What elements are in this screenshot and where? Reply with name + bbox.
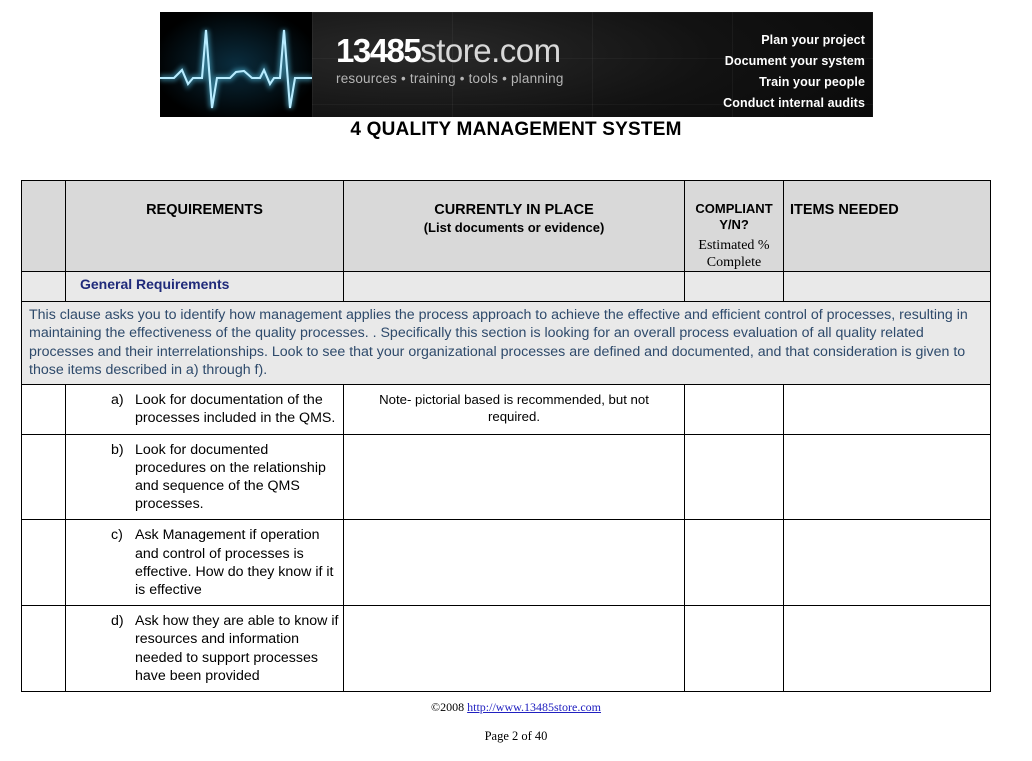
header-compliant-yn: Y/N?: [719, 217, 749, 232]
row-c-compliant-cell[interactable]: [685, 520, 784, 606]
row-c-requirement-cell: [66, 520, 344, 606]
row-d-letter: d): [111, 613, 124, 630]
footer-copyright-text: ©2008: [431, 700, 468, 714]
table-row: [22, 385, 991, 434]
page-footer: [0, 700, 1032, 744]
row-d-items-needed-cell[interactable]: [784, 606, 991, 692]
section-cell-items-needed[interactable]: [784, 272, 991, 302]
row-b-note-text: [344, 435, 684, 441]
tagline-conduct-internal-audits: Conduct internal audits: [723, 96, 865, 110]
row-c-items-needed-cell[interactable]: [784, 520, 991, 606]
row-c-note-text: [344, 520, 684, 526]
header-cell-requirements: REQUIREMENTS: [66, 181, 344, 272]
section-cell-label: [66, 272, 344, 302]
row-d-items-needed-value: [784, 606, 990, 612]
row-b-requirement-cell: [66, 434, 344, 520]
row-c-requirement-text: Ask Management if operation and control of processes is effective. How do they know if it is effective: [135, 527, 334, 599]
header-estimated-percent: Estimated %: [698, 238, 770, 253]
row-d-blank-cell: [22, 606, 66, 692]
row-b-items-needed-cell[interactable]: [784, 434, 991, 520]
header-cell-compliant: [685, 181, 784, 272]
row-a-requirement-cell: [66, 385, 344, 434]
header-currently-in-place-title: CURRENTLY IN PLACE: [434, 202, 594, 218]
row-b-items-needed-value: [784, 435, 990, 441]
site-banner: [160, 12, 873, 117]
brand-tagline: resources • training • tools • planning: [336, 71, 564, 86]
section-cell-currently-in-place[interactable]: [344, 272, 685, 302]
table-header-row: [22, 181, 991, 272]
audit-checklist-table: [21, 180, 991, 692]
row-a-compliant-value: [685, 385, 783, 391]
row-a-compliant-cell[interactable]: [685, 385, 784, 434]
table-row: [22, 520, 991, 606]
row-d-note-text: [344, 606, 684, 612]
row-a-currently-in-place-cell[interactable]: [344, 385, 685, 434]
banner-tagline-list: [575, 30, 865, 114]
row-b-currently-in-place-cell[interactable]: [344, 434, 685, 520]
row-d-compliant-cell[interactable]: [685, 606, 784, 692]
table-row: [22, 606, 991, 692]
ecg-heartbeat-icon: [160, 12, 312, 117]
header-currently-in-place-subtitle: (List documents or evidence): [423, 220, 605, 235]
table-row: [22, 434, 991, 520]
header-cell-blank: [22, 181, 66, 272]
row-a-note-text: Note- pictorial based is recommended, but not required.: [379, 392, 649, 425]
tagline-train-your-people: Train your people: [759, 75, 865, 89]
footer-page-number: Page 2 of 40: [484, 729, 548, 743]
clause-description-text: This clause asks you to identify how management applies the process approach to achieve the effective and efficient control of processes, resulting in maintaining the effectiveness of the quality processes. . Specifically this section is looking for an overall process evaluation of all quality related processes and their interrelationships. Look to see that your organizational processes are defined and documented, and that consideration is given to those items described in a) through f).: [29, 307, 968, 378]
header-cell-currently-in-place: [344, 181, 685, 272]
row-d-requirement-text: Ask how they are able to know if resources and information needed to support processes have been provided: [135, 613, 339, 684]
page-title: 4 QUALITY MANAGEMENT SYSTEM: [350, 119, 682, 140]
row-d-requirement-cell: [66, 606, 344, 692]
brand-name: [336, 34, 564, 67]
row-d-currently-in-place-cell[interactable]: [344, 606, 685, 692]
row-c-items-needed-value: [784, 520, 990, 526]
section-row-general-requirements: [22, 272, 991, 302]
row-b-letter: b): [111, 441, 124, 458]
row-a-blank-cell: [22, 385, 66, 434]
footer-copyright: [0, 700, 1032, 715]
clause-description-row: [22, 302, 991, 385]
row-c-compliant-value: [685, 520, 783, 526]
footer-website-link[interactable]: http://www.13485store.com: [467, 700, 601, 714]
row-a-requirement-text: Look for documentation of the processes included in the QMS.: [135, 392, 336, 427]
row-a-items-needed-value: [784, 385, 990, 391]
header-cell-items-needed: ITEMS NEEDED: [784, 181, 991, 272]
row-b-compliant-value: [685, 435, 783, 441]
row-b-blank-cell: [22, 434, 66, 520]
row-b-requirement-text: Look for documented procedures on the relationship and sequence of the QMS processes.: [135, 441, 326, 513]
row-c-letter: c): [111, 527, 123, 544]
row-b-compliant-cell[interactable]: [685, 434, 784, 520]
brand-logo: [336, 34, 564, 86]
brand-number: 13485: [336, 32, 421, 69]
tagline-plan-your-project: Plan your project: [761, 33, 865, 47]
clause-description-cell: [22, 302, 991, 385]
header-complete: Complete: [706, 255, 762, 270]
row-d-compliant-value: [685, 606, 783, 612]
row-c-currently-in-place-cell[interactable]: [344, 520, 685, 606]
section-title: General Requirements: [80, 276, 230, 292]
section-cell-compliant[interactable]: [685, 272, 784, 302]
tagline-document-your-system: Document your system: [724, 54, 865, 68]
section-cell-blank: [22, 272, 66, 302]
banner-body: [312, 12, 873, 117]
row-a-letter: a): [111, 392, 124, 409]
header-compliant-title: COMPLIANT: [695, 201, 773, 216]
brand-suffix: store.com: [420, 32, 561, 69]
row-a-items-needed-cell[interactable]: [784, 385, 991, 434]
row-c-blank-cell: [22, 520, 66, 606]
